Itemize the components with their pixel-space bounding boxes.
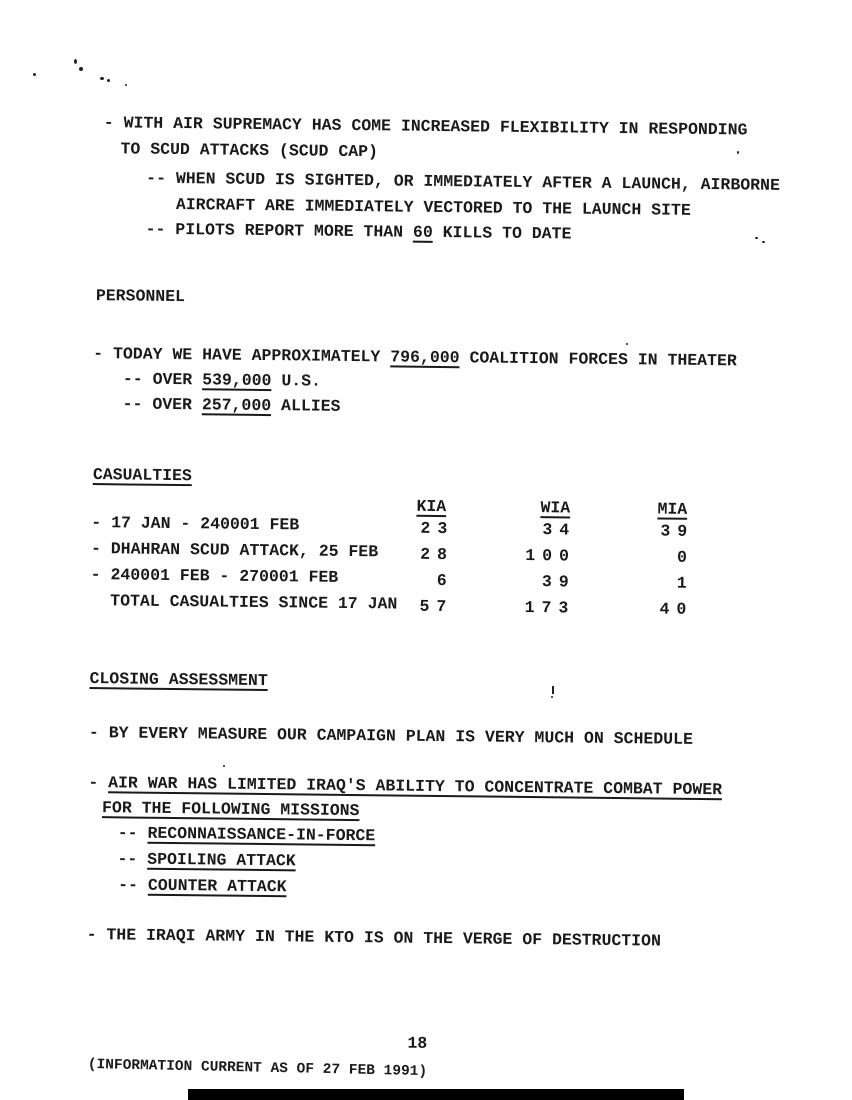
column-header-wia: WIA <box>540 498 571 518</box>
sub-bullet-scud-sighted-line1: -- WHEN SCUD IS SIGHTED, OR IMMEDIATELY AFTER A LAUNCH, AIRBORNE <box>146 168 781 195</box>
recon-dash: -- <box>117 823 148 843</box>
casualty-mia: 0 <box>676 547 695 567</box>
casualty-mia: 1 <box>676 573 694 593</box>
casualties-heading: CASUALTIES <box>92 465 192 486</box>
bullet-air-war-line2: FOR THE FOLLOWING MISSIONS <box>101 798 360 821</box>
casualty-total-kia: 57 <box>419 596 454 617</box>
sub-bullet-reconnaissance <box>118 824 376 846</box>
spoiling-dash: -- <box>117 849 148 869</box>
coalition-value: 796,000 <box>390 347 460 368</box>
counter-dash: -- <box>118 875 149 895</box>
bullet-air-supremacy-line1: - WITH AIR SUPREMACY HAS COME INCREASED FLEXIBILITY IN RESPONDING <box>103 113 748 140</box>
spoiling-text: SPOILING ATTACK <box>147 849 296 871</box>
column-header-kia: KIA <box>416 496 447 517</box>
casualty-wia: 100 <box>525 545 577 566</box>
us-forces-value: 539,000 <box>202 370 272 391</box>
page-number: 18 <box>407 1033 428 1053</box>
bullet-coalition-forces <box>93 345 737 371</box>
sub-bullet-allied-forces <box>123 395 341 416</box>
personnel-heading: PERSONNEL <box>95 286 186 307</box>
bullet-iraqi-army-destruction: - THE IRAQI ARMY IN THE KTO IS ON THE VERGE OF DESTRUCTION <box>86 925 662 951</box>
bullet-air-supremacy-line2: TO SCUD ATTACKS (SCUD CAP) <box>120 139 379 162</box>
casualty-total-label: TOTAL CASUALTIES SINCE 17 JAN <box>90 591 398 614</box>
casualty-mia: 39 <box>660 521 695 541</box>
sub-bullet-us-forces <box>123 370 321 391</box>
closing-assessment-heading: CLOSING ASSESSMENT <box>89 669 268 691</box>
air-war-text-line1: AIR WAR HAS LIMITED IRAQ'S ABILITY TO CONCENTRATE COMBAT POWER <box>108 773 723 800</box>
bullet-air-war-line1 <box>88 774 722 800</box>
us-forces-post: U.S. <box>271 371 322 391</box>
footer-currency-note: (INFORMATION CURRENT AS OF 27 FEB 1991) <box>87 1057 428 1081</box>
counter-text: COUNTER ATTACK <box>147 875 287 897</box>
pilot-kills-value: 60 <box>412 222 433 242</box>
bullet-campaign-on-schedule: - BY EVERY MEASURE OUR CAMPAIGN PLAN IS VERY MUCH ON SCHEDULE <box>88 723 694 749</box>
sub-bullet-scud-sighted-line2: AIRCRAFT ARE IMMEDIATELY VECTORED TO THE LAUNCH SITE <box>175 194 691 220</box>
casualty-wia: 39 <box>541 572 576 592</box>
column-header-mia: MIA <box>657 499 688 519</box>
pilot-kills-pre: -- PILOTS REPORT MORE THAN <box>145 219 414 242</box>
coalition-pre: - TODAY WE HAVE APPROXIMATELY <box>93 344 391 367</box>
allies-value: 257,000 <box>201 395 272 416</box>
casualty-total-wia: 173 <box>524 597 576 618</box>
us-forces-pre: -- OVER <box>122 369 203 390</box>
sub-bullet-pilot-kills <box>146 221 572 245</box>
recon-text: RECONNAISSANCE-IN-FORCE <box>147 823 376 846</box>
casualty-kia: 23 <box>420 518 455 539</box>
pilot-kills-post: KILLS TO DATE <box>432 222 572 244</box>
casualty-row-label: - 17 JAN - 240001 FEB <box>91 513 300 535</box>
sub-bullet-counter-attack <box>118 876 287 897</box>
casualty-kia: 28 <box>420 544 455 565</box>
casualty-row-label: - 240001 FEB - 270001 FEB <box>90 565 339 587</box>
casualty-total-mia: 40 <box>659 599 694 619</box>
sub-bullet-spoiling-attack <box>117 850 295 871</box>
air-war-dash: - <box>88 773 109 793</box>
casualty-wia: 34 <box>542 520 577 540</box>
allies-post: ALLIES <box>271 396 341 416</box>
scan-artifact-bar <box>188 1089 684 1100</box>
casualty-kia: 6 <box>436 570 454 591</box>
casualty-row-label: - DHAHRAN SCUD ATTACK, 25 FEB <box>90 539 379 562</box>
coalition-post: COALITION FORCES IN THEATER <box>459 348 737 371</box>
allies-pre: -- OVER <box>122 394 202 415</box>
